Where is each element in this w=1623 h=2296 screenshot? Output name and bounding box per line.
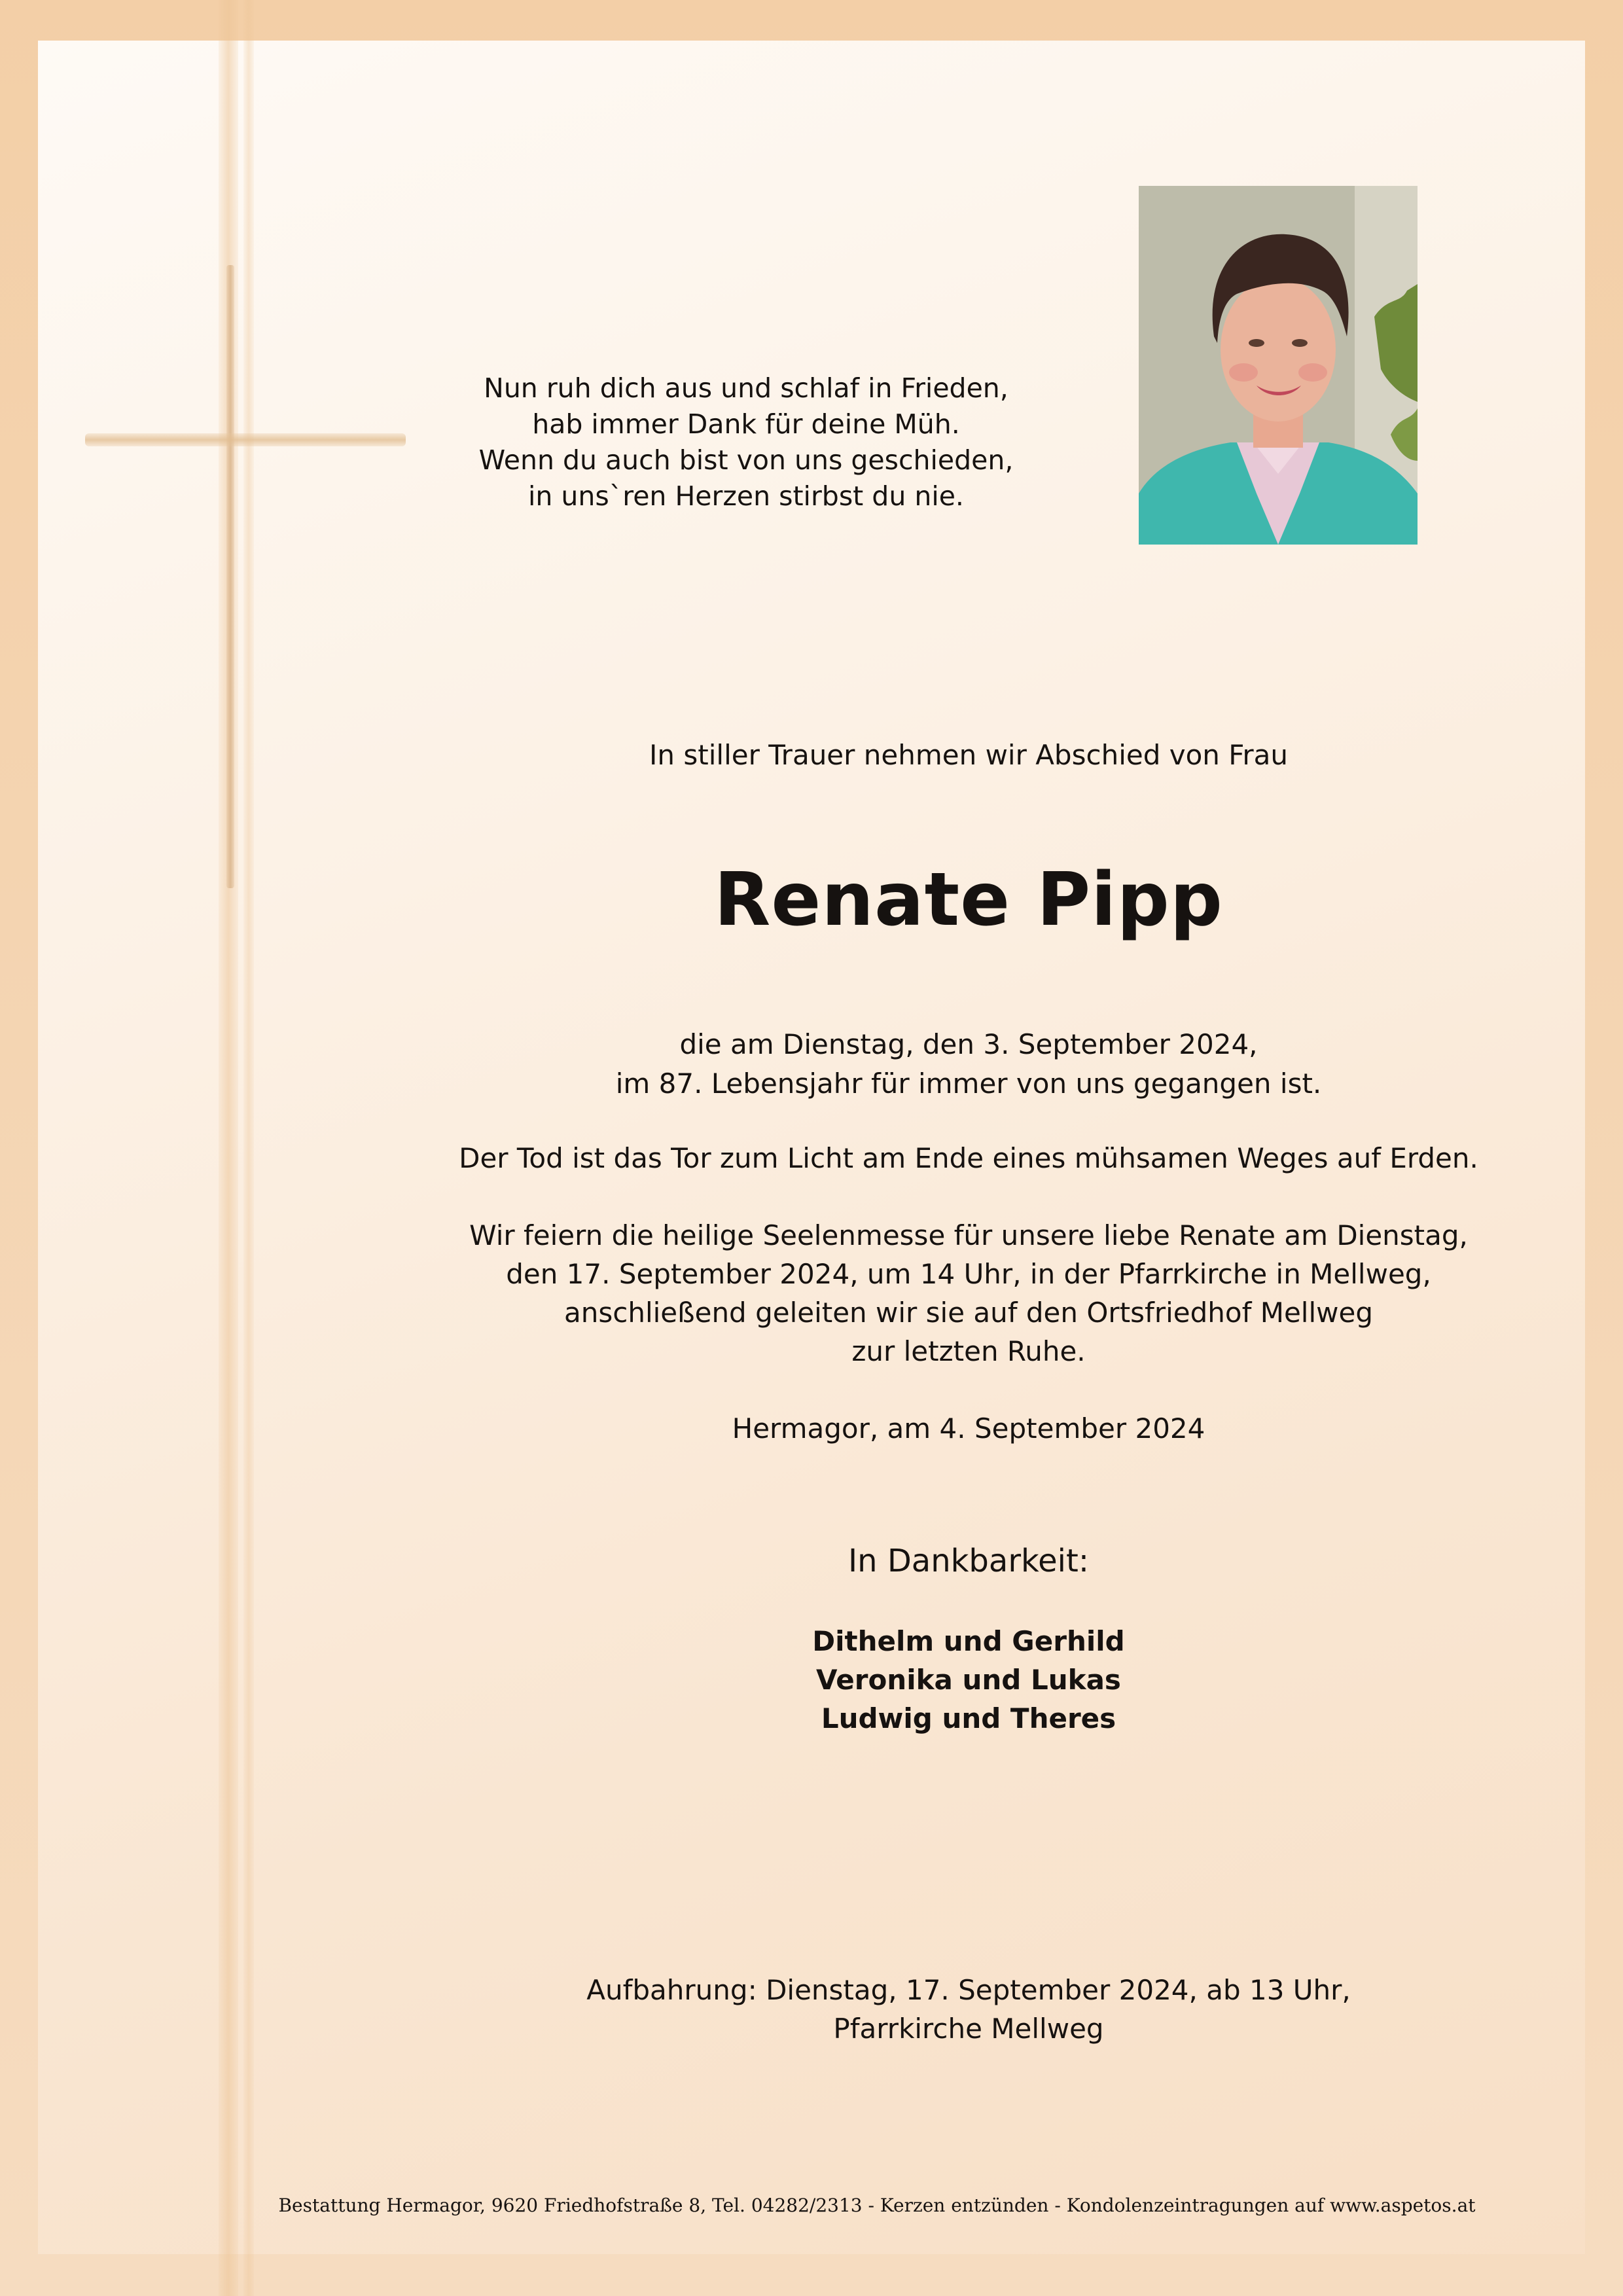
- poem-line: Nun ruh dich aus und schlaf in Frieden,: [484, 372, 1008, 404]
- funeral-home-footer: Bestattung Hermagor, 9620 Friedhofstraße 8, Tel. 04282/2313 - Kerzen entzünden - Kondolenzeintragungen auf www.aspetos.at: [278, 2195, 1476, 2216]
- cross-vertical-beam: [226, 265, 234, 888]
- viewing-line: Aufbahrung: Dienstag, 17. September 2024, ab 13 Uhr,: [586, 1974, 1351, 2006]
- mass-line: Wir feiern die heilige Seelenmesse für unsere liebe Renate am Dienstag,: [469, 1219, 1468, 1251]
- portrait-illustration: [1139, 186, 1418, 545]
- thanks-heading: In Dankbarkeit:: [848, 1543, 1089, 1579]
- mourners-list: [393, 1622, 1544, 1738]
- mourner-name: Ludwig und Theres: [821, 1702, 1116, 1734]
- mourner-name: Dithelm und Gerhild: [812, 1625, 1125, 1657]
- memorial-quote: Der Tod ist das Tor zum Licht am Ende eines mühsamen Weges auf Erden.: [459, 1142, 1478, 1174]
- mass-line: anschließend geleiten wir sie auf den Ortsfriedhof Mellweg: [564, 1297, 1373, 1329]
- requiem-mass-info: [393, 1216, 1544, 1371]
- poem-line: Wenn du auch bist von uns geschieden,: [478, 444, 1014, 476]
- decorative-light-band-thin: [243, 0, 254, 2296]
- place-and-date: Hermagor, am 4. September 2024: [732, 1412, 1205, 1444]
- mourner-name: Veronika und Lukas: [816, 1664, 1121, 1696]
- portrait-photo: [1139, 186, 1418, 545]
- death-line: die am Dienstag, den 3. September 2024,: [679, 1028, 1258, 1060]
- cross-horizontal-beam: [85, 433, 406, 446]
- viewing-line: Pfarrkirche Mellweg: [833, 2013, 1104, 2045]
- mass-line: den 17. September 2024, um 14 Uhr, in der Pfarrkirche in Mellweg,: [506, 1258, 1431, 1290]
- death-line: im 87. Lebensjahr für immer von uns gegangen ist.: [615, 1067, 1322, 1100]
- intro-text: In stiller Trauer nehmen wir Abschied von Frau: [649, 739, 1288, 771]
- mass-line: zur letzten Ruhe.: [851, 1335, 1086, 1367]
- memorial-poem: [393, 370, 1099, 514]
- deceased-name: Renate Pipp: [714, 857, 1223, 942]
- death-notice: [393, 1025, 1544, 1103]
- poem-line: in uns`ren Herzen stirbst du nie.: [528, 480, 964, 512]
- poem-line: hab immer Dank für deine Müh.: [532, 408, 960, 440]
- viewing-info: [393, 1971, 1544, 2048]
